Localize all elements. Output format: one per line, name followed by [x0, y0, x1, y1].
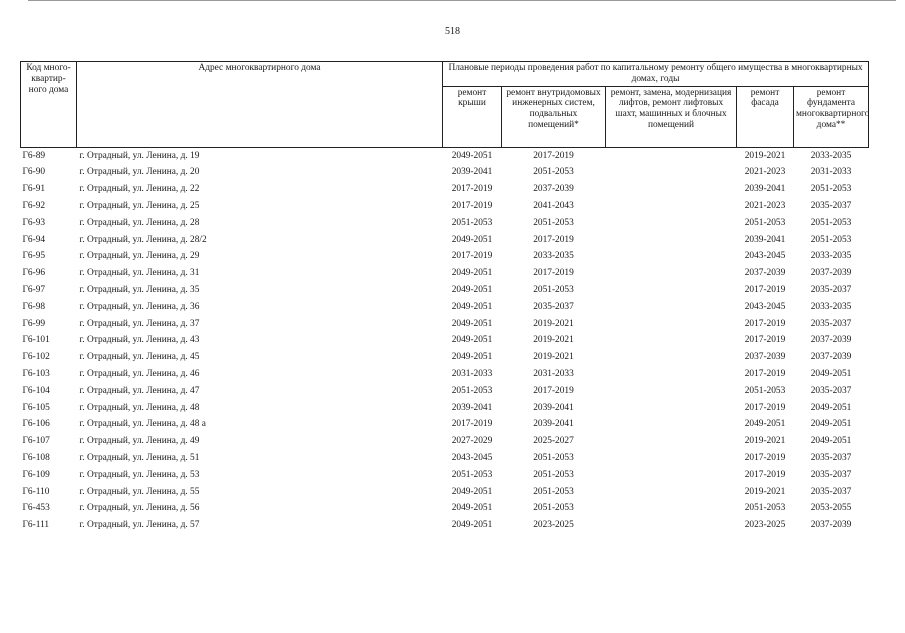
row-engineering: 2039-2041 — [533, 419, 574, 430]
row-code: Г6-98 — [22, 301, 46, 312]
table-row — [21, 433, 869, 450]
table-row — [21, 299, 869, 316]
row-roof: 2017-2019 — [451, 201, 493, 211]
header-facade: ремонт фасада — [737, 86, 794, 147]
row-code: Г6-453 — [22, 503, 50, 514]
row-elevators — [606, 433, 737, 450]
row-elevators — [606, 265, 737, 282]
row-facade: 2017-2019 — [744, 452, 786, 463]
row-roof: 2039-2041 — [451, 402, 493, 413]
row-address: г. Отрадный, ул. Ленина, д. 46 — [79, 368, 200, 379]
row-engineering: 2039-2041 — [533, 402, 574, 413]
row-address: г. Отрадный, ул. Ленина, д. 37 — [79, 318, 200, 329]
row-address: г. Отрадный, ул. Ленина, д. 19 — [77, 147, 443, 164]
row-foundation: 2035-2037 — [810, 318, 852, 329]
row-engineering: 2051-2053 — [533, 469, 574, 480]
row-facade: 2019-2021 — [744, 436, 786, 447]
row-facade: 2051-2053 — [744, 503, 786, 514]
row-code: Г6-89 — [21, 147, 77, 164]
row-elevators — [606, 181, 737, 198]
row-code: Г6-93 — [22, 217, 46, 228]
table-row — [21, 500, 869, 517]
row-elevators — [606, 316, 737, 333]
row-engineering: 2017-2019 — [533, 268, 574, 279]
row-roof: 2049-2051 — [443, 147, 502, 164]
row-facade: 2037-2039 — [744, 352, 786, 363]
row-facade: 2017-2019 — [744, 335, 786, 346]
table-row — [21, 484, 869, 501]
row-facade: 2049-2051 — [744, 419, 786, 430]
row-code: Г6-97 — [22, 284, 46, 295]
row-code: Г6-103 — [22, 368, 50, 379]
table-row — [21, 232, 869, 249]
row-address: г. Отрадный, ул. Ленина, д. 35 — [79, 284, 200, 295]
row-facade: 2017-2019 — [744, 469, 786, 480]
row-elevators — [606, 500, 737, 517]
row-elevators — [606, 484, 737, 501]
table-row — [21, 450, 869, 467]
row-engineering: 2051-2053 — [533, 284, 574, 295]
row-roof: 2049-2051 — [451, 352, 493, 363]
row-code: Г6-96 — [22, 268, 46, 279]
row-foundation: 2035-2037 — [810, 284, 852, 295]
row-roof: 2043-2045 — [451, 452, 493, 463]
row-engineering: 2051-2053 — [533, 503, 574, 514]
row-elevators — [606, 467, 737, 484]
row-facade: 2043-2045 — [744, 251, 786, 262]
row-foundation: 2037-2039 — [810, 335, 852, 346]
row-engineering: 2041-2043 — [533, 201, 574, 211]
table-row — [21, 467, 869, 484]
row-engineering: 2033-2035 — [533, 251, 574, 262]
row-elevators — [606, 332, 737, 349]
row-foundation: 2033-2035 — [794, 147, 869, 164]
table-row — [21, 416, 869, 433]
row-foundation: 2053-2055 — [810, 503, 852, 514]
row-facade: 2017-2019 — [744, 368, 786, 379]
row-roof: 2049-2051 — [451, 284, 493, 295]
row-roof: 2031-2033 — [451, 368, 493, 379]
row-address: г. Отрадный, ул. Ленина, д. 28/2 — [79, 234, 207, 245]
row-foundation: 2049-2051 — [810, 419, 852, 430]
row-roof: 2049-2051 — [451, 520, 493, 531]
row-elevators — [606, 147, 737, 164]
row-code: Г6-92 — [22, 201, 46, 211]
row-roof: 2039-2041 — [451, 167, 493, 178]
row-roof: 2051-2053 — [451, 469, 493, 480]
row-roof: 2017-2019 — [451, 184, 493, 195]
row-facade: 2051-2053 — [744, 385, 786, 396]
row-roof: 2049-2051 — [451, 503, 493, 514]
row-code: Г6-110 — [22, 486, 50, 497]
row-address: г. Отрадный, ул. Ленина, д. 48 а — [79, 419, 206, 430]
row-elevators — [606, 450, 737, 467]
row-code: Г6-90 — [22, 167, 46, 178]
header-roof: ремонт крыши — [443, 86, 502, 147]
row-code: Г6-91 — [22, 184, 46, 195]
table-row — [21, 517, 869, 534]
table-row — [21, 316, 869, 333]
row-facade: 2021-2023 — [744, 201, 786, 211]
row-address: г. Отрадный, ул. Ленина, д. 22 — [79, 184, 200, 195]
row-roof: 2049-2051 — [451, 318, 493, 329]
row-facade: 2037-2039 — [744, 268, 786, 279]
row-code: Г6-101 — [22, 335, 50, 346]
row-elevators — [606, 282, 737, 299]
row-address: г. Отрадный, ул. Ленина, д. 47 — [79, 385, 200, 396]
row-address: г. Отрадный, ул. Ленина, д. 25 — [79, 201, 200, 211]
row-address: г. Отрадный, ул. Ленина, д. 53 — [79, 469, 200, 480]
row-engineering: 2019-2021 — [533, 335, 574, 346]
row-roof: 2027-2029 — [451, 436, 493, 447]
table-row — [21, 400, 869, 417]
header-periods: Плановые периоды проведения работ по капитальному ремонту общего имущества в многоквартирных домах, годы — [443, 62, 869, 87]
row-code: Г6-99 — [22, 318, 46, 329]
row-code: Г6-105 — [22, 402, 50, 413]
row-address: г. Отрадный, ул. Ленина, д. 48 — [79, 402, 200, 413]
row-code: Г6-111 — [22, 520, 50, 531]
row-foundation: 2035-2037 — [810, 385, 852, 396]
row-roof: 2049-2051 — [451, 301, 493, 312]
row-foundation: 2051-2053 — [810, 184, 852, 195]
row-roof: 2017-2019 — [451, 419, 493, 430]
row-facade: 2017-2019 — [744, 402, 786, 413]
table-row — [21, 282, 869, 299]
row-roof: 2049-2051 — [451, 486, 493, 497]
capital-repair-table — [20, 61, 869, 534]
row-roof: 2049-2051 — [451, 234, 493, 245]
table-row — [21, 265, 869, 282]
row-foundation: 2049-2051 — [810, 368, 852, 379]
row-address: г. Отрадный, ул. Ленина, д. 43 — [79, 335, 200, 346]
row-address: г. Отрадный, ул. Ленина, д. 51 — [79, 452, 200, 463]
row-address: г. Отрадный, ул. Ленина, д. 31 — [79, 268, 200, 279]
header-address: Адрес многоквартирного дома — [77, 62, 443, 148]
row-address: г. Отрадный, ул. Ленина, д. 55 — [79, 486, 200, 497]
row-foundation: 2049-2051 — [810, 402, 852, 413]
row-elevators — [606, 349, 737, 366]
row-foundation: 2035-2037 — [810, 486, 852, 497]
row-elevators — [606, 164, 737, 181]
header-elevators: ремонт, замена, модернизация лифтов, ремонт лифтовых шахт, машинных и блочных помещений — [606, 86, 737, 147]
row-facade: 2043-2045 — [744, 301, 786, 312]
row-code: Г6-102 — [22, 352, 50, 363]
row-code: Г6-95 — [22, 251, 46, 262]
row-code: Г6-108 — [22, 452, 50, 463]
top-rule — [28, 0, 896, 1]
table-row — [21, 366, 869, 383]
row-engineering: 2051-2053 — [533, 217, 574, 228]
row-address: г. Отрадный, ул. Ленина, д. 36 — [79, 301, 200, 312]
row-address: г. Отрадный, ул. Ленина, д. 56 — [79, 503, 200, 514]
row-foundation: 2033-2035 — [810, 251, 852, 262]
row-elevators — [606, 198, 737, 215]
row-code: Г6-106 — [22, 419, 50, 430]
row-elevators — [606, 383, 737, 400]
row-elevators — [606, 416, 737, 433]
header-engineering: ремонт внутридомовых инженерных систем, подвальных помещений* — [502, 86, 606, 147]
table-row — [21, 198, 869, 215]
page-number: 518 — [445, 26, 460, 37]
row-code: Г6-94 — [22, 234, 46, 245]
row-facade: 2017-2019 — [744, 284, 786, 295]
table-row — [21, 383, 869, 400]
row-engineering: 2037-2039 — [533, 184, 574, 195]
row-code: Г6-109 — [22, 469, 50, 480]
row-elevators — [606, 366, 737, 383]
row-engineering: 2017-2019 — [533, 234, 574, 245]
row-roof: 2049-2051 — [451, 335, 493, 346]
row-foundation: 2033-2035 — [810, 301, 852, 312]
row-foundation: 2037-2039 — [810, 268, 852, 279]
row-roof: 2051-2053 — [451, 217, 493, 228]
table-row — [21, 164, 869, 181]
row-elevators — [606, 215, 737, 232]
row-foundation: 2035-2037 — [810, 452, 852, 463]
row-engineering: 2031-2033 — [533, 368, 574, 379]
row-foundation: 2031-2033 — [810, 167, 852, 178]
row-engineering: 2019-2021 — [533, 318, 574, 329]
table-body — [21, 147, 869, 534]
row-address: г. Отрадный, ул. Ленина, д. 49 — [79, 436, 200, 447]
row-address: г. Отрадный, ул. Ленина, д. 45 — [79, 352, 200, 363]
row-facade: 2017-2019 — [744, 318, 786, 329]
table-row — [21, 215, 869, 232]
table-row — [21, 332, 869, 349]
row-foundation: 2037-2039 — [810, 520, 852, 531]
row-roof: 2051-2053 — [451, 385, 493, 396]
row-engineering: 2051-2053 — [533, 452, 574, 463]
row-engineering: 2035-2037 — [533, 301, 574, 312]
row-address: г. Отрадный, ул. Ленина, д. 29 — [79, 251, 200, 262]
row-address: г. Отрадный, ул. Ленина, д. 20 — [79, 167, 200, 178]
table-row — [21, 181, 869, 198]
row-facade: 2019-2021 — [744, 486, 786, 497]
row-elevators — [606, 517, 737, 534]
header-foundation: ремонт фундамента многоквартирного дома** — [794, 86, 869, 147]
row-address: г. Отрадный, ул. Ленина, д. 57 — [79, 520, 200, 531]
row-engineering: 2017-2019 — [502, 147, 606, 164]
row-facade: 2039-2041 — [744, 184, 786, 195]
row-facade: 2051-2053 — [744, 217, 786, 228]
table-row — [21, 147, 869, 164]
row-engineering: 2025-2027 — [533, 436, 574, 447]
row-elevators — [606, 248, 737, 265]
row-roof: 2049-2051 — [451, 268, 493, 279]
row-roof: 2017-2019 — [451, 251, 493, 262]
row-code: Г6-107 — [22, 436, 50, 447]
row-engineering: 2019-2021 — [533, 352, 574, 363]
row-facade: 2023-2025 — [744, 520, 786, 531]
row-facade: 2021-2023 — [744, 167, 786, 178]
row-foundation: 2049-2051 — [810, 436, 852, 447]
row-facade: 2019-2021 — [737, 147, 794, 164]
row-foundation: 2051-2053 — [810, 234, 852, 245]
row-foundation: 2051-2053 — [810, 217, 852, 228]
row-elevators — [606, 232, 737, 249]
row-foundation: 2037-2039 — [810, 352, 852, 363]
row-elevators — [606, 400, 737, 417]
row-engineering: 2051-2053 — [533, 167, 574, 178]
row-engineering: 2023-2025 — [533, 520, 574, 531]
row-address: г. Отрадный, ул. Ленина, д. 28 — [79, 217, 200, 228]
row-foundation: 2035-2037 — [810, 469, 852, 480]
row-engineering: 2017-2019 — [533, 385, 574, 396]
row-facade: 2039-2041 — [744, 234, 786, 245]
table-row — [21, 349, 869, 366]
row-code: Г6-104 — [22, 385, 50, 396]
table-row — [21, 248, 869, 265]
row-foundation: 2035-2037 — [810, 201, 852, 211]
row-elevators — [606, 299, 737, 316]
header-code: Код много-квартир-ного дома — [21, 62, 77, 148]
row-engineering: 2051-2053 — [533, 486, 574, 497]
